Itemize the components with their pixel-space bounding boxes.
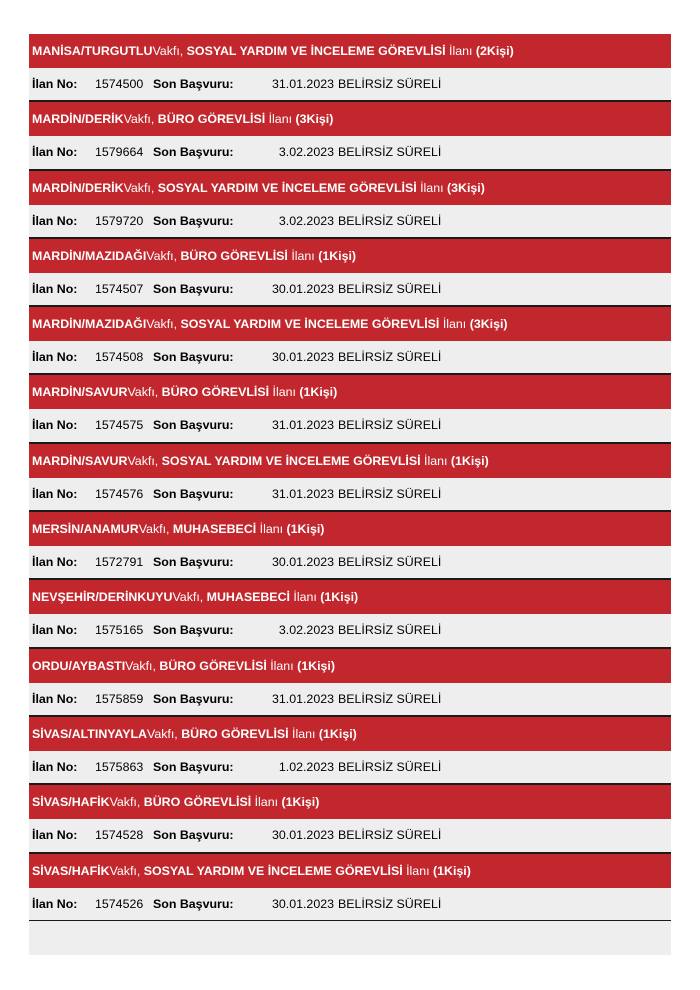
- ilan-no-label: İlan No:: [32, 623, 78, 638]
- announcement-position: SOSYAL YARDIM VE İNCELEME GÖREVLİSİ: [158, 453, 421, 468]
- contract-type: BELİRSİZ SÜRELİ: [338, 759, 442, 774]
- son-basvuru-date: 30.01.2023: [271, 350, 334, 365]
- announcement-details: [29, 819, 671, 853]
- son-basvuru-label: Son Başvuru:: [153, 145, 234, 160]
- son-basvuru-date: 30.01.2023: [271, 828, 334, 843]
- announcement-ilani: İlanı: [288, 726, 316, 741]
- announcement-position: BÜRO GÖREVLİSİ: [155, 658, 267, 673]
- announcement-details: [29, 273, 671, 307]
- announcement-title[interactable]: [29, 785, 671, 819]
- announcement-ilani: İlanı: [256, 522, 284, 537]
- announcement-title[interactable]: [29, 34, 671, 68]
- announcement-title[interactable]: [29, 375, 671, 409]
- announcement-vakfi: Vakfı,: [146, 317, 178, 332]
- son-basvuru-date: 31.01.2023: [271, 691, 334, 706]
- ilan-no-label: İlan No:: [32, 896, 78, 911]
- announcement-count: (2Kişi): [472, 44, 514, 58]
- announcement-position: BÜRO GÖREVLİSİ: [177, 248, 288, 263]
- announcement-details: [29, 683, 671, 717]
- announcement-vakfi: Vakfı,: [125, 658, 156, 673]
- son-basvuru-date: 31.01.2023: [271, 486, 334, 501]
- announcement-title[interactable]: [29, 580, 671, 614]
- announcement-position: BÜRO GÖREVLİSİ: [177, 726, 289, 741]
- announcement-count: (1Kişi): [314, 248, 357, 263]
- announcement-place: ORDU/AYBASTI: [32, 658, 126, 673]
- announcement-title[interactable]: [29, 717, 671, 751]
- announcement-title[interactable]: [29, 512, 671, 546]
- ilan-no-value: 1574507: [95, 281, 144, 296]
- announcement-entry: [29, 171, 671, 239]
- ilan-no-value: 1574500: [95, 77, 144, 91]
- announcement-position: BÜRO GÖREVLİSİ: [140, 795, 252, 810]
- announcement-details: [29, 888, 671, 922]
- announcement-vakfi: Vakfı,: [109, 863, 141, 878]
- ilan-no-label: İlan No:: [32, 145, 78, 160]
- announcement-position: SOSYAL YARDIM VE İNCELEME GÖREVLİSİ: [154, 180, 417, 195]
- announcement-ilani: İlanı: [402, 863, 430, 878]
- announcement-entry: [29, 444, 671, 512]
- announcement-vakfi: Vakfı,: [146, 726, 178, 741]
- announcement-position: SOSYAL YARDIM VE İNCELEME GÖREVLİSİ: [183, 44, 446, 58]
- announcement-count: (3Kişi): [466, 317, 508, 332]
- announcement-ilani: İlanı: [289, 590, 317, 605]
- ilan-no-value: 1579664: [95, 145, 144, 160]
- announcement-title[interactable]: [29, 239, 671, 273]
- ilan-no-value: 1574575: [95, 418, 144, 433]
- ilan-no-label: İlan No:: [32, 828, 78, 843]
- announcement-count: (1Kişi): [315, 726, 357, 741]
- announcement-details: [29, 341, 671, 375]
- announcement-ilani: İlanı: [269, 385, 296, 400]
- announcement-position: MUHASEBECİ: [169, 522, 257, 537]
- contract-type: BELİRSİZ SÜRELİ: [338, 623, 442, 638]
- announcement-vakfi: Vakfı,: [127, 453, 159, 468]
- son-basvuru-date: 3.02.2023: [278, 213, 334, 228]
- contract-type: BELİRSİZ SÜRELİ: [338, 828, 442, 843]
- announcement-place: NEVŞEHİR/DERİNKUYU: [32, 590, 173, 605]
- ilan-no-value: 1575859: [95, 691, 144, 706]
- announcement-details: [29, 136, 671, 170]
- announcement-details: [29, 614, 671, 648]
- ilan-no-value: 1575165: [95, 623, 144, 638]
- announcement-entry: [29, 307, 671, 375]
- son-basvuru-date: 30.01.2023: [271, 896, 334, 911]
- announcement-entry: [29, 854, 671, 922]
- ilan-no-value: 1574526: [95, 896, 144, 911]
- son-basvuru-date: 31.01.2023: [271, 418, 334, 433]
- contract-type: BELİRSİZ SÜRELİ: [338, 896, 442, 911]
- ilan-no-value: 1575863: [95, 759, 144, 774]
- ilan-no-label: İlan No:: [32, 281, 78, 296]
- son-basvuru-date: 3.02.2023: [278, 145, 334, 160]
- announcement-count: (3Kişi): [443, 180, 485, 195]
- announcement-count: (3Kişi): [292, 112, 334, 127]
- son-basvuru-label: Son Başvuru:: [153, 828, 234, 843]
- announcement-count: (1Kişi): [429, 863, 471, 878]
- contract-type: BELİRSİZ SÜRELİ: [338, 418, 442, 433]
- announcement-position: BÜRO GÖREVLİSİ: [154, 112, 266, 127]
- ilan-no-value: 1579720: [95, 213, 144, 228]
- ilan-no-value: 1574528: [95, 828, 144, 843]
- announcement-place: MARDİN/DERİK: [32, 112, 124, 127]
- announcement-place: MARDİN/MAZIDAĞI: [32, 248, 147, 263]
- ilan-no-label: İlan No:: [32, 418, 78, 433]
- announcement-title[interactable]: [29, 444, 671, 478]
- announcement-count: (1Kişi): [295, 385, 338, 400]
- empty-footer-row: [29, 921, 671, 955]
- announcement-ilani: İlanı: [439, 317, 467, 332]
- announcement-details: [29, 546, 671, 580]
- ilan-no-label: İlan No:: [32, 486, 78, 501]
- announcement-place: SİVAS/HAFİK: [32, 795, 110, 810]
- announcement-ilani: İlanı: [420, 453, 448, 468]
- announcement-details: [29, 751, 671, 785]
- son-basvuru-label: Son Başvuru:: [153, 691, 234, 706]
- announcement-entry: [29, 102, 671, 170]
- contract-type: BELİRSİZ SÜRELİ: [338, 691, 442, 706]
- ilan-no-label: İlan No:: [32, 77, 78, 91]
- son-basvuru-label: Son Başvuru:: [153, 555, 234, 570]
- ilan-no-value: 1574576: [95, 486, 144, 501]
- announcement-vakfi: Vakfı,: [127, 385, 159, 400]
- announcement-count: (1Kişi): [293, 658, 335, 673]
- announcement-vakfi: Vakfı,: [146, 248, 178, 263]
- ilan-no-label: İlan No:: [32, 555, 78, 570]
- announcement-title[interactable]: [29, 102, 671, 136]
- announcement-place: MARDİN/SAVUR: [32, 385, 128, 400]
- son-basvuru-label: Son Başvuru:: [153, 213, 234, 228]
- announcement-vakfi: Vakfı,: [172, 590, 204, 605]
- son-basvuru-label: Son Başvuru:: [153, 623, 234, 638]
- announcement-entry: [29, 512, 671, 580]
- announcement-vakfi: Vakfı,: [152, 44, 184, 58]
- son-basvuru-date: 30.01.2023: [271, 555, 334, 570]
- announcement-position: BÜRO GÖREVLİSİ: [158, 385, 270, 400]
- son-basvuru-label: Son Başvuru:: [153, 350, 234, 365]
- son-basvuru-label: Son Başvuru:: [153, 281, 234, 296]
- announcement-entry: [29, 717, 671, 785]
- ilan-no-value: 1572791: [95, 555, 144, 570]
- contract-type: BELİRSİZ SÜRELİ: [338, 486, 442, 501]
- announcement-title[interactable]: [29, 307, 671, 341]
- announcement-count: (1Kişi): [283, 522, 325, 537]
- announcement-count: (1Kişi): [316, 590, 359, 605]
- son-basvuru-label: Son Başvuru:: [153, 486, 234, 501]
- announcement-entry: [29, 375, 671, 443]
- ilan-no-label: İlan No:: [32, 691, 78, 706]
- ilan-no-value: 1574508: [95, 350, 144, 365]
- son-basvuru-label: Son Başvuru:: [153, 418, 234, 433]
- announcement-list: [29, 34, 671, 922]
- son-basvuru-date: 31.01.2023: [271, 77, 334, 91]
- announcement-entry: [29, 649, 671, 717]
- announcement-details: [29, 68, 671, 102]
- son-basvuru-label: Son Başvuru:: [153, 896, 234, 911]
- announcement-place: MARDİN/MAZIDAĞI: [32, 317, 147, 332]
- son-basvuru-label: Son Başvuru:: [153, 759, 234, 774]
- announcement-entry: [29, 239, 671, 307]
- announcement-ilani: İlanı: [266, 658, 294, 673]
- announcement-vakfi: Vakfı,: [138, 522, 170, 537]
- announcement-details: [29, 205, 671, 239]
- announcement-details: [29, 478, 671, 512]
- announcement-title[interactable]: [29, 649, 671, 683]
- announcement-count: (1Kişi): [278, 795, 320, 810]
- announcement-position: SOSYAL YARDIM VE İNCELEME GÖREVLİSİ: [140, 863, 403, 878]
- announcement-entry: [29, 34, 671, 102]
- announcement-ilani: İlanı: [287, 248, 315, 263]
- ilan-no-label: İlan No:: [32, 759, 78, 774]
- contract-type: BELİRSİZ SÜRELİ: [338, 77, 442, 91]
- contract-type: BELİRSİZ SÜRELİ: [338, 350, 442, 365]
- announcement-ilani: İlanı: [416, 180, 444, 195]
- announcement-ilani: İlanı: [265, 112, 293, 127]
- son-basvuru-label: Son Başvuru:: [153, 77, 234, 91]
- contract-type: BELİRSİZ SÜRELİ: [338, 281, 442, 296]
- announcement-count: (1Kişi): [447, 453, 489, 468]
- announcement-vakfi: Vakfı,: [123, 180, 155, 195]
- son-basvuru-date: 30.01.2023: [271, 281, 334, 296]
- announcement-place: MANİSA/TURGUTLU: [32, 44, 153, 58]
- announcement-place: SİVAS/HAFİK: [32, 863, 110, 878]
- announcement-position: MUHASEBECİ: [203, 590, 290, 605]
- announcement-ilani: İlanı: [251, 795, 279, 810]
- announcement-place: MARDİN/DERİK: [32, 180, 124, 195]
- son-basvuru-date: 3.02.2023: [278, 623, 334, 638]
- contract-type: BELİRSİZ SÜRELİ: [338, 555, 442, 570]
- announcement-place: MARDİN/SAVUR: [32, 453, 128, 468]
- announcement-position: SOSYAL YARDIM VE İNCELEME GÖREVLİSİ: [177, 317, 440, 332]
- announcement-place: MERSİN/ANAMUR: [32, 522, 139, 537]
- announcement-title[interactable]: [29, 171, 671, 205]
- contract-type: BELİRSİZ SÜRELİ: [338, 213, 442, 228]
- announcement-vakfi: Vakfı,: [123, 112, 155, 127]
- announcement-ilani: İlanı: [445, 44, 473, 58]
- announcement-entry: [29, 580, 671, 648]
- announcement-title[interactable]: [29, 854, 671, 888]
- announcement-place: SİVAS/ALTINYAYLA: [32, 726, 147, 741]
- announcement-vakfi: Vakfı,: [109, 795, 141, 810]
- son-basvuru-date: 1.02.2023: [278, 759, 334, 774]
- ilan-no-label: İlan No:: [32, 213, 78, 228]
- contract-type: BELİRSİZ SÜRELİ: [338, 145, 442, 160]
- announcement-details: [29, 409, 671, 443]
- announcement-entry: [29, 785, 671, 853]
- ilan-no-label: İlan No:: [32, 350, 78, 365]
